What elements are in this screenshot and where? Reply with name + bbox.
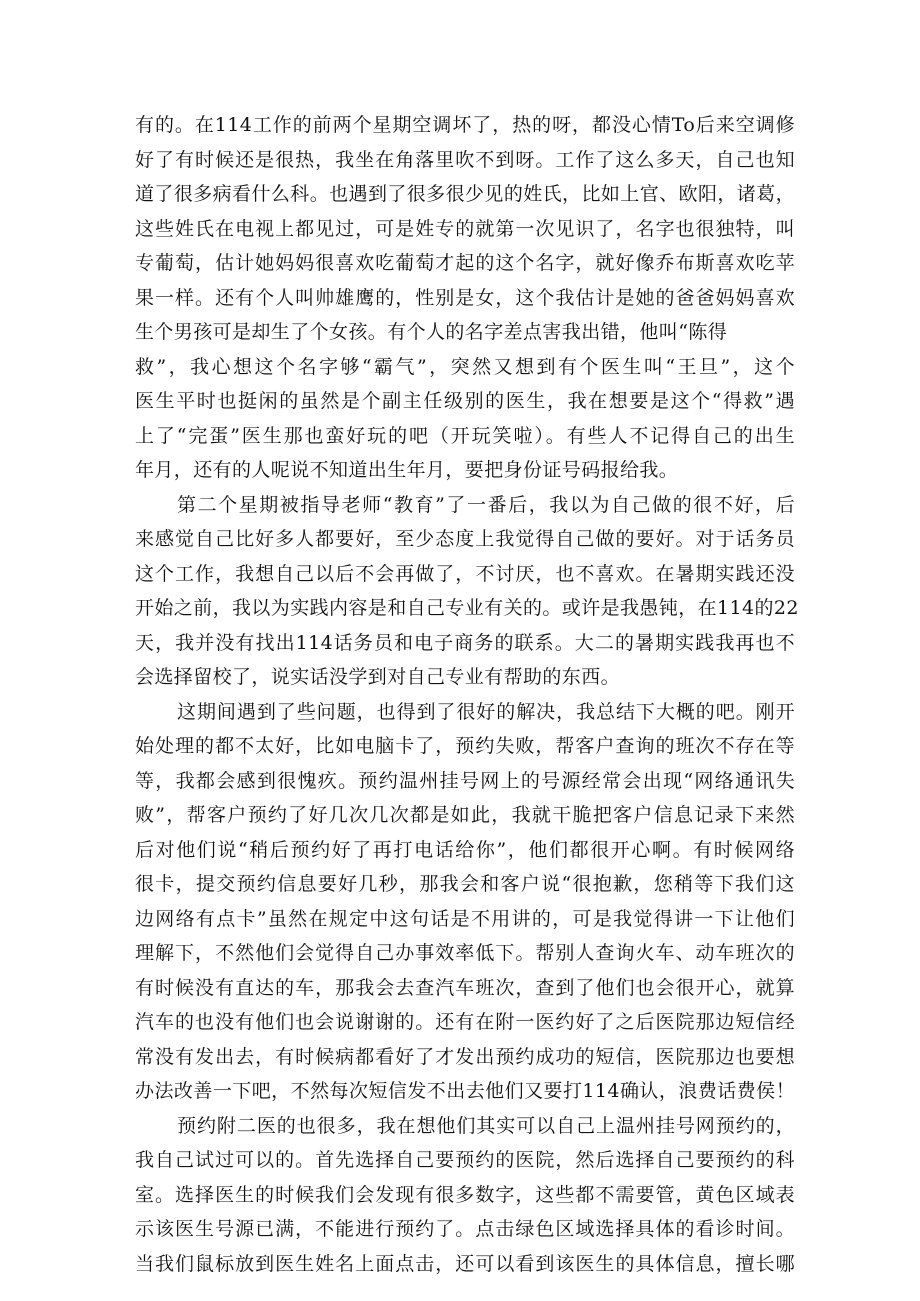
- text-line: 常没有发出去，有时候病都看好了才发出预约成功的短信，医院那边也要想: [135, 1045, 795, 1068]
- paragraph-2: [135, 488, 799, 695]
- text-line: 室。选择医生的时候我们会发现有很多数字，这些都不需要管，黄色区域表: [135, 1183, 795, 1206]
- paragraph-3: [135, 695, 795, 1109]
- text-line: 开始之前，我以为实践内容是和自己专业有关的。或许是我愚钝，在114的22: [135, 597, 799, 619]
- text-line: 始处理的都不太好，比如电脑卡了，预约失败，帮客户查询的班次不存在等: [135, 735, 795, 757]
- text-line: 天，我并没有找出114话务员和电子商务的联系。大二的暑期实践我再也不: [135, 631, 795, 654]
- text-line: 理解下，不然他们会觉得自己办事效率低下。帮别人查询火车、动车班次的: [135, 942, 795, 964]
- text-line: 示该医生号源已满，不能进行预约了。点击绿色区域选择具体的看诊时间。: [135, 1218, 795, 1240]
- text-line: 第二个星期被指导老师“教育”了一番后，我以为自己做的很不好，后: [177, 493, 795, 516]
- text-line: 汽车的也没有他们也会说谢谢的。还有在附一医约好了之后医院那边短信经: [135, 1011, 795, 1033]
- text-line: 边网络有点卡”虽然在规定中这句话是不用讲的，可是我觉得讲一下让他们: [135, 907, 795, 930]
- text-line: 生个男孩可是却生了个女孩。有个人的名字差点害我出错，他叫“陈得: [135, 321, 728, 343]
- text-line: 有的。在114工作的前两个星期空调坏了，热的呀，都没心情To后来空调修: [135, 114, 795, 136]
- text-line: 来感觉自己比好多人都要好，至少态度上我觉得自己做的要好。对于话务员: [135, 528, 795, 550]
- text-line: 这期间遇到了些问题，也得到了很好的解决，我总结下大概的吧。刚开: [177, 700, 795, 723]
- text-line: 办法改善一下吧，不然每次短信发不出去他们又要打114确认，浪费话费侯！: [135, 1080, 795, 1102]
- text-line: 年月，还有的人呢说不知道出生年月，要把身份证号码报给我。: [135, 459, 679, 481]
- text-line: 这个工作，我想自己以后不会再做了，不讨厌，也不喜欢。在暑期实践还没: [135, 562, 795, 585]
- text-line: 果一样。还有个人叫帅雄鹰的，性别是女，这个我估计是她的爸爸妈妈喜欢: [135, 286, 795, 309]
- text-line: 很卡，提交预约信息要好几秒，那我会和客户说“很抱歉，您稍等下我们这: [135, 873, 795, 895]
- document-body: [135, 108, 799, 1281]
- text-line: 道了很多病看什么科。也遇到了很多很少见的姓氏，比如上官、欧阳，诸葛，: [135, 183, 795, 205]
- text-line: 这些姓氏在电视上都见过，可是姓专的就第一次见识了，名字也很独特，叫: [135, 217, 795, 240]
- text-line: 后对他们说“稍后预约好了再打电话给你”，他们都很开心啊。有时候网络: [135, 838, 795, 861]
- paragraph-4: [135, 1109, 795, 1282]
- text-line: 救”，我心想这个名字够“霸气”，突然又想到有个医生叫“王旦”，这个: [135, 355, 795, 378]
- text-line: 好了有时候还是很热，我坐在角落里吹不到呀。工作了这么多天，自己也知: [135, 148, 795, 171]
- text-line: 当我们鼠标放到医生姓名上面点击，还可以看到该医生的具体信息，擅长哪: [135, 1252, 795, 1275]
- text-line: 会选择留校了，说实话没学到对自己专业有帮助的东西。: [135, 666, 621, 688]
- text-line: 等，我都会感到很愧疚。预约温州挂号网上的号源经常会出现“网络通讯失: [135, 769, 795, 792]
- text-line: 有时候没有直达的车，那我会去查汽车班次，查到了他们也会很开心，就算: [135, 976, 795, 999]
- text-line: 预约附二医的也很多，我在想他们其实可以自己上温州挂号网预约的，: [177, 1114, 795, 1137]
- text-line: 专葡萄，估计她妈妈很喜欢吃葡萄才起的这个名字，就好像乔布斯喜欢吃苹: [135, 252, 795, 274]
- text-line: 医生平时也挺闲的虽然是个副主任级别的医生，我在想要是这个“得救”遇: [135, 390, 795, 412]
- text-line: 败”，帮客户预约了好几次几次都是如此，我就干脆把客户信息记录下来然: [135, 804, 795, 826]
- text-line: 我自己试过可以的。首先选择自己要预约的医院，然后选择自己要预约的科: [135, 1149, 795, 1171]
- paragraph-1: [135, 108, 795, 488]
- text-line: 上了“完蛋”医生那也蛮好玩的吧（开玩笑啦）。有些人不记得自己的出生: [135, 424, 795, 447]
